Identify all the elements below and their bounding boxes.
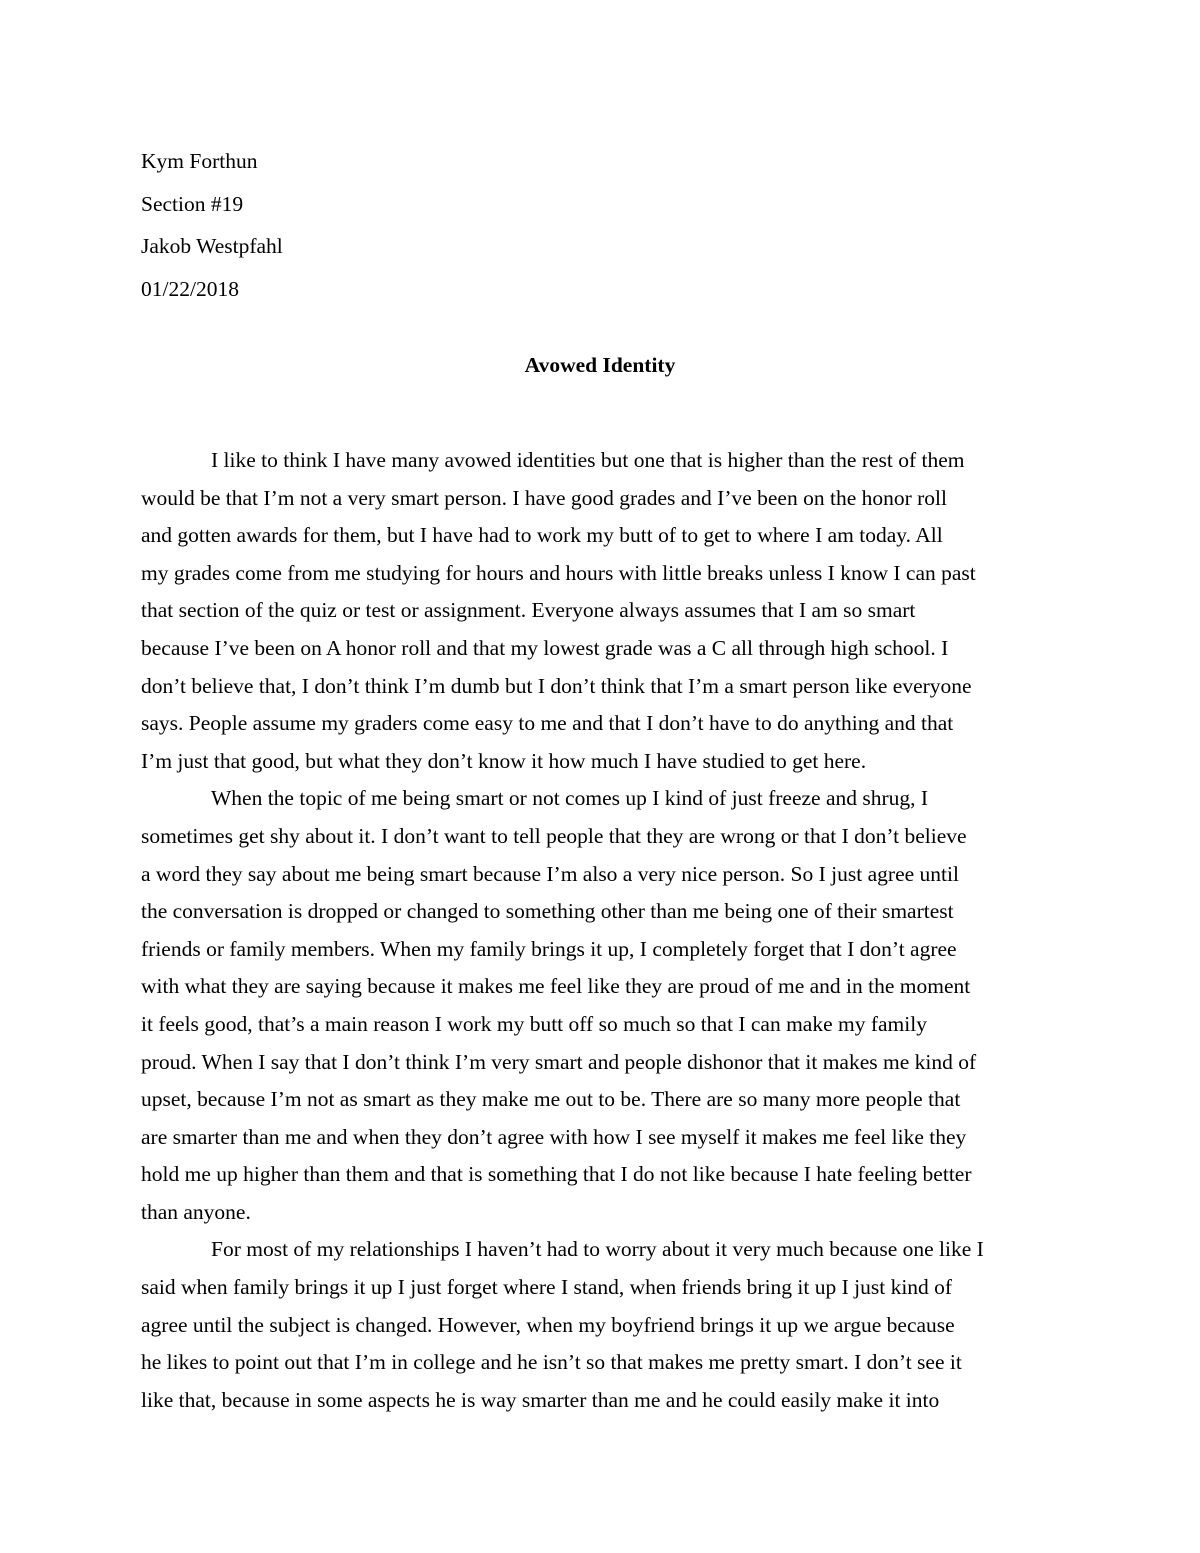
body-line: because I’ve been on A honor roll and that my lowest grade was a C all through high school. I: [141, 635, 949, 660]
body-line: that section of the quiz or test or assignment. Everyone always assumes that I am so smart: [141, 598, 916, 623]
document-body: [141, 442, 1066, 1419]
document-title: Avowed Identity: [524, 353, 676, 377]
body-line: don’t believe that, I don’t think I’m dumb but I don’t think that I’m a smart person like everyone: [141, 673, 972, 698]
body-line: said when family brings it up I just forget where I stand, when friends bring it up I just kind of: [141, 1275, 953, 1300]
author-name: Kym Forthun: [141, 149, 258, 173]
body-line: would be that I’m not a very smart person. I have good grades and I’ve been on the honor roll: [141, 485, 948, 510]
body-line: friends or family members. When my family brings it up, I completely forget that I don’t agree: [141, 936, 957, 961]
body-line: says. People assume my graders come easy to me and that I don’t have to do anything and that: [141, 711, 954, 736]
body-line: my grades come from me studying for hours and hours with little breaks unless I know I can past: [141, 560, 976, 585]
body-line: sometimes get shy about it. I don’t want to tell people that they are wrong or that I don’t believe: [141, 823, 967, 848]
document-date: 01/22/2018: [141, 276, 239, 301]
body-line: with what they are saying because it makes me feel like they are proud of me and in the moment: [141, 974, 971, 999]
body-line: proud. When I say that I don’t think I’m very smart and people dishonor that it makes me kind of: [141, 1049, 977, 1074]
body-line: he likes to point out that I’m in college and he isn’t so that makes me pretty smart. I don’t see it: [141, 1350, 962, 1375]
body-line: When the topic of me being smart or not comes up I kind of just freeze and shrug, I: [211, 786, 929, 811]
body-line: the conversation is dropped or changed to something other than me being one of their smartest: [141, 899, 954, 924]
body-line: For most of my relationships I haven’t had to worry about it very much because one like I: [211, 1237, 984, 1262]
body-line: hold me up higher than them and that is something that I do not like because I hate feeling better: [141, 1162, 972, 1187]
section-number: Section #19: [141, 191, 244, 216]
body-line: than anyone.: [141, 1199, 251, 1224]
body-line: agree until the subject is changed. However, when my boyfriend brings it up we argue because: [141, 1312, 955, 1337]
body-line: I like to think I have many avowed identities but one that is higher than the rest of them: [211, 448, 965, 472]
document-header: [141, 140, 283, 310]
body-line: are smarter than me and when they don’t agree with how I see myself it makes me feel like they: [141, 1124, 967, 1149]
body-line: I’m just that good, but what they don’t know it how much I have studied to get here.: [141, 748, 867, 773]
body-line: it feels good, that’s a main reason I work my butt off so much so that I can make my family: [141, 1011, 927, 1036]
body-line: and gotten awards for them, but I have had to work my butt of to get to where I am today. All: [141, 523, 943, 548]
instructor-name: Jakob Westpfahl: [141, 234, 283, 258]
body-line: like that, because in some aspects he is way smarter than me and he could easily make it into: [141, 1387, 940, 1412]
body-line: a word they say about me being smart because I’m also a very nice person. So I just agree until: [141, 861, 959, 886]
body-line: upset, because I’m not as smart as they make me out to be. There are so many more people that: [141, 1087, 961, 1112]
